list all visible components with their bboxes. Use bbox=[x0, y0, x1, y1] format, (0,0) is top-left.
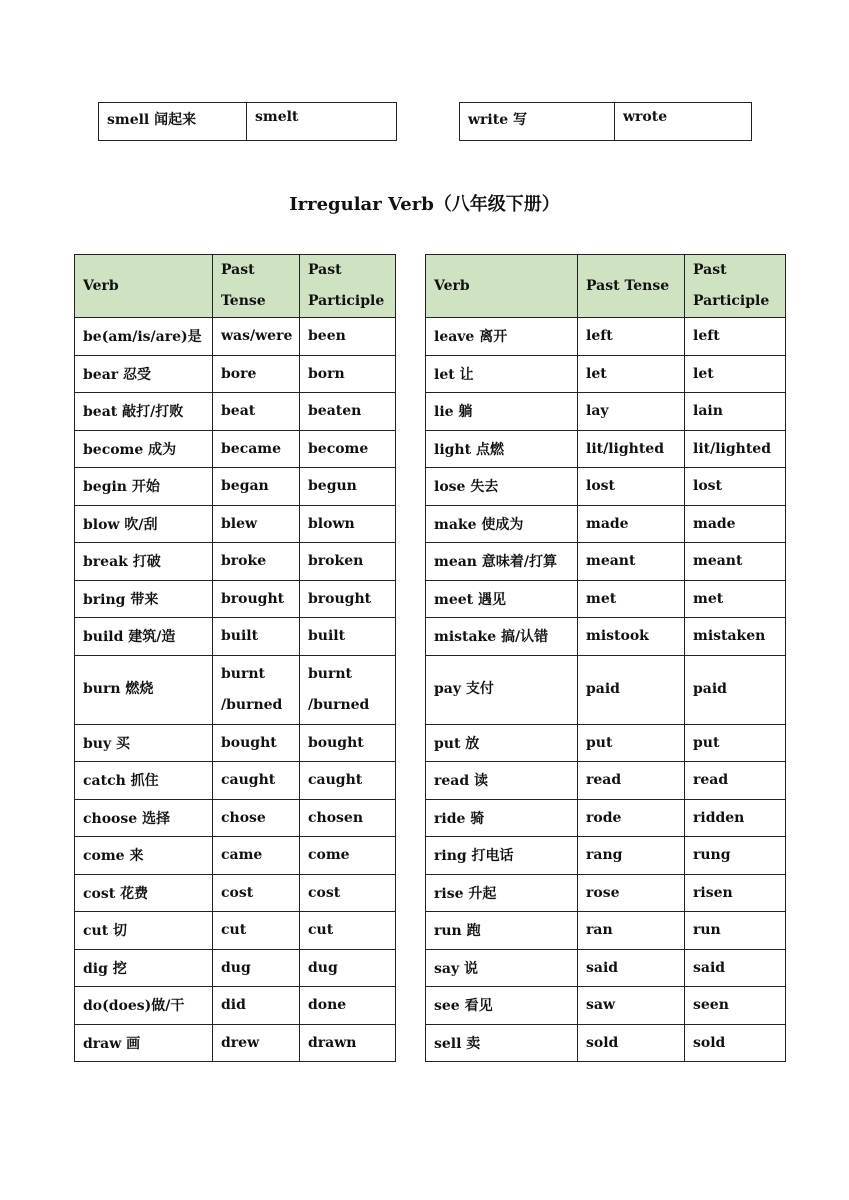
past-tense-cell: rang bbox=[578, 837, 685, 875]
verb-cell: pay 支付 bbox=[426, 655, 578, 724]
right-verb-table bbox=[425, 254, 786, 1062]
past-participle-cell: become bbox=[300, 430, 396, 468]
past-participle-cell: broken bbox=[300, 543, 396, 581]
past-participle-cell: read bbox=[685, 762, 786, 800]
table-row bbox=[75, 724, 396, 762]
table-row bbox=[75, 393, 396, 431]
past-tense-cell: put bbox=[578, 724, 685, 762]
past-tense-cell: wrote bbox=[615, 103, 752, 141]
past-participle-cell: meant bbox=[685, 543, 786, 581]
past-participle-cell: built bbox=[300, 618, 396, 656]
verb-cell: become 成为 bbox=[75, 430, 213, 468]
verb-cell: lie 躺 bbox=[426, 393, 578, 431]
past-tense-cell: became bbox=[213, 430, 300, 468]
past-participle-cell: dug bbox=[300, 949, 396, 987]
past-participle-cell: said bbox=[685, 949, 786, 987]
page-title: Irregular Verb（八年级下册） bbox=[289, 194, 560, 215]
verb-cell: catch 抓住 bbox=[75, 762, 213, 800]
past-tense-cell: caught bbox=[213, 762, 300, 800]
table-row bbox=[460, 103, 752, 141]
past-tense-cell: saw bbox=[578, 987, 685, 1025]
table-row bbox=[75, 318, 396, 356]
past-participle-cell: done bbox=[300, 987, 396, 1025]
verb-cell: dig 挖 bbox=[75, 949, 213, 987]
past-tense-cell: said bbox=[578, 949, 685, 987]
past-tense-cell: bore bbox=[213, 355, 300, 393]
verb-cell: break 打破 bbox=[75, 543, 213, 581]
past-participle-cell: born bbox=[300, 355, 396, 393]
table-row bbox=[75, 543, 396, 581]
past-tense-cell: mistook bbox=[578, 618, 685, 656]
table-row bbox=[426, 724, 786, 762]
table-row bbox=[75, 762, 396, 800]
table-row bbox=[75, 468, 396, 506]
verb-cell: do(does)做/干 bbox=[75, 987, 213, 1025]
past-tense-cell: meant bbox=[578, 543, 685, 581]
past-participle-cell: brought bbox=[300, 580, 396, 618]
past-tense-cell: did bbox=[213, 987, 300, 1025]
table-row bbox=[75, 618, 396, 656]
past-participle-cell: run bbox=[685, 912, 786, 950]
past-tense-cell: met bbox=[578, 580, 685, 618]
table-row bbox=[75, 837, 396, 875]
table-row bbox=[75, 987, 396, 1025]
past-tense-cell: ran bbox=[578, 912, 685, 950]
past-tense-cell: made bbox=[578, 505, 685, 543]
past-tense-cell: smelt bbox=[247, 103, 397, 141]
top-right-table bbox=[459, 102, 752, 141]
table-row bbox=[426, 912, 786, 950]
past-tense-cell: lay bbox=[578, 393, 685, 431]
verb-cell: let 让 bbox=[426, 355, 578, 393]
verb-cell: beat 敲打/打败 bbox=[75, 393, 213, 431]
table-row bbox=[426, 837, 786, 875]
past-participle-cell: lost bbox=[685, 468, 786, 506]
table-row bbox=[75, 799, 396, 837]
verb-cell: cost 花费 bbox=[75, 874, 213, 912]
verb-cell: run 跑 bbox=[426, 912, 578, 950]
table-row bbox=[426, 505, 786, 543]
verb-cell: blow 吹/刮 bbox=[75, 505, 213, 543]
verb-cell: smell 闻起来 bbox=[99, 103, 247, 141]
table-row bbox=[426, 618, 786, 656]
verb-cell: ring 打电话 bbox=[426, 837, 578, 875]
table-row bbox=[426, 580, 786, 618]
past-tense-cell: was/were bbox=[213, 318, 300, 356]
verb-cell: cut 切 bbox=[75, 912, 213, 950]
table-row bbox=[75, 1024, 396, 1062]
left-verb-table bbox=[74, 254, 396, 1062]
verb-cell: be(am/is/are)是 bbox=[75, 318, 213, 356]
past-participle-cell: left bbox=[685, 318, 786, 356]
past-participle-cell: cut bbox=[300, 912, 396, 950]
table-row bbox=[75, 874, 396, 912]
header-past-participle: Past Participle bbox=[300, 255, 396, 318]
verb-cell: sell 卖 bbox=[426, 1024, 578, 1062]
past-participle-cell: ridden bbox=[685, 799, 786, 837]
past-tense-cell: let bbox=[578, 355, 685, 393]
table-row bbox=[426, 318, 786, 356]
past-participle-cell: let bbox=[685, 355, 786, 393]
past-tense-cell: burnt /burned bbox=[213, 655, 300, 724]
table-row bbox=[426, 430, 786, 468]
table-row bbox=[75, 505, 396, 543]
table-row bbox=[426, 393, 786, 431]
verb-cell: come 来 bbox=[75, 837, 213, 875]
past-tense-cell: began bbox=[213, 468, 300, 506]
table-row bbox=[75, 430, 396, 468]
past-participle-cell: seen bbox=[685, 987, 786, 1025]
past-tense-cell: paid bbox=[578, 655, 685, 724]
past-tense-cell: built bbox=[213, 618, 300, 656]
past-tense-cell: drew bbox=[213, 1024, 300, 1062]
past-participle-cell: bought bbox=[300, 724, 396, 762]
table-row bbox=[99, 103, 397, 141]
verb-cell: begin 开始 bbox=[75, 468, 213, 506]
table-row bbox=[426, 655, 786, 724]
table-row bbox=[426, 1024, 786, 1062]
past-participle-cell: mistaken bbox=[685, 618, 786, 656]
past-tense-cell: left bbox=[578, 318, 685, 356]
past-tense-cell: bought bbox=[213, 724, 300, 762]
verb-cell: rise 升起 bbox=[426, 874, 578, 912]
verb-cell: burn 燃烧 bbox=[75, 655, 213, 724]
verb-cell: bear 忍受 bbox=[75, 355, 213, 393]
past-tense-cell: sold bbox=[578, 1024, 685, 1062]
past-participle-cell: chosen bbox=[300, 799, 396, 837]
past-tense-cell: lit/lighted bbox=[578, 430, 685, 468]
verb-cell: mistake 搞/认错 bbox=[426, 618, 578, 656]
past-tense-cell: broke bbox=[213, 543, 300, 581]
header-verb: Verb bbox=[426, 255, 578, 318]
verb-cell: buy 买 bbox=[75, 724, 213, 762]
past-tense-cell: beat bbox=[213, 393, 300, 431]
verb-cell: make 使成为 bbox=[426, 505, 578, 543]
past-participle-cell: sold bbox=[685, 1024, 786, 1062]
past-participle-cell: blown bbox=[300, 505, 396, 543]
verb-cell: meet 遇见 bbox=[426, 580, 578, 618]
verb-cell: choose 选择 bbox=[75, 799, 213, 837]
table-row bbox=[426, 355, 786, 393]
past-participle-cell: lain bbox=[685, 393, 786, 431]
top-left-table bbox=[98, 102, 397, 141]
past-participle-cell: been bbox=[300, 318, 396, 356]
verb-cell: leave 离开 bbox=[426, 318, 578, 356]
past-tense-cell: rose bbox=[578, 874, 685, 912]
table-row bbox=[426, 874, 786, 912]
verb-cell: build 建筑/造 bbox=[75, 618, 213, 656]
past-participle-cell: burnt /burned bbox=[300, 655, 396, 724]
past-tense-cell: came bbox=[213, 837, 300, 875]
past-participle-cell: lit/lighted bbox=[685, 430, 786, 468]
past-participle-cell: drawn bbox=[300, 1024, 396, 1062]
table-row bbox=[426, 799, 786, 837]
past-participle-cell: made bbox=[685, 505, 786, 543]
header-verb: Verb bbox=[75, 255, 213, 318]
verb-cell: say 说 bbox=[426, 949, 578, 987]
past-participle-cell: risen bbox=[685, 874, 786, 912]
table-row bbox=[426, 543, 786, 581]
header-past-participle: Past Participle bbox=[685, 255, 786, 318]
past-participle-cell: come bbox=[300, 837, 396, 875]
past-tense-cell: read bbox=[578, 762, 685, 800]
past-tense-cell: brought bbox=[213, 580, 300, 618]
past-participle-cell: beaten bbox=[300, 393, 396, 431]
table-row bbox=[75, 580, 396, 618]
past-participle-cell: rung bbox=[685, 837, 786, 875]
past-participle-cell: met bbox=[685, 580, 786, 618]
header-past-tense: Past Tense bbox=[213, 255, 300, 318]
table-row bbox=[75, 912, 396, 950]
header-row bbox=[426, 255, 786, 318]
verb-cell: read 读 bbox=[426, 762, 578, 800]
verb-cell: light 点燃 bbox=[426, 430, 578, 468]
table-row bbox=[75, 655, 396, 724]
past-participle-cell: caught bbox=[300, 762, 396, 800]
past-tense-cell: cost bbox=[213, 874, 300, 912]
past-tense-cell: cut bbox=[213, 912, 300, 950]
table-row bbox=[426, 987, 786, 1025]
header-row bbox=[75, 255, 396, 318]
past-participle-cell: put bbox=[685, 724, 786, 762]
table-row bbox=[75, 355, 396, 393]
verb-cell: draw 画 bbox=[75, 1024, 213, 1062]
header-past-tense: Past Tense bbox=[578, 255, 685, 318]
verb-cell: mean 意味着/打算 bbox=[426, 543, 578, 581]
table-row bbox=[426, 949, 786, 987]
table-row bbox=[426, 762, 786, 800]
past-tense-cell: blew bbox=[213, 505, 300, 543]
past-tense-cell: rode bbox=[578, 799, 685, 837]
table-row bbox=[426, 468, 786, 506]
past-tense-cell: lost bbox=[578, 468, 685, 506]
verb-cell: see 看见 bbox=[426, 987, 578, 1025]
table-row bbox=[75, 949, 396, 987]
verb-cell: lose 失去 bbox=[426, 468, 578, 506]
past-participle-cell: begun bbox=[300, 468, 396, 506]
verb-cell: ride 骑 bbox=[426, 799, 578, 837]
past-tense-cell: dug bbox=[213, 949, 300, 987]
past-participle-cell: cost bbox=[300, 874, 396, 912]
past-participle-cell: paid bbox=[685, 655, 786, 724]
verb-cell: bring 带来 bbox=[75, 580, 213, 618]
past-tense-cell: chose bbox=[213, 799, 300, 837]
verb-cell: put 放 bbox=[426, 724, 578, 762]
verb-cell: write 写 bbox=[460, 103, 615, 141]
